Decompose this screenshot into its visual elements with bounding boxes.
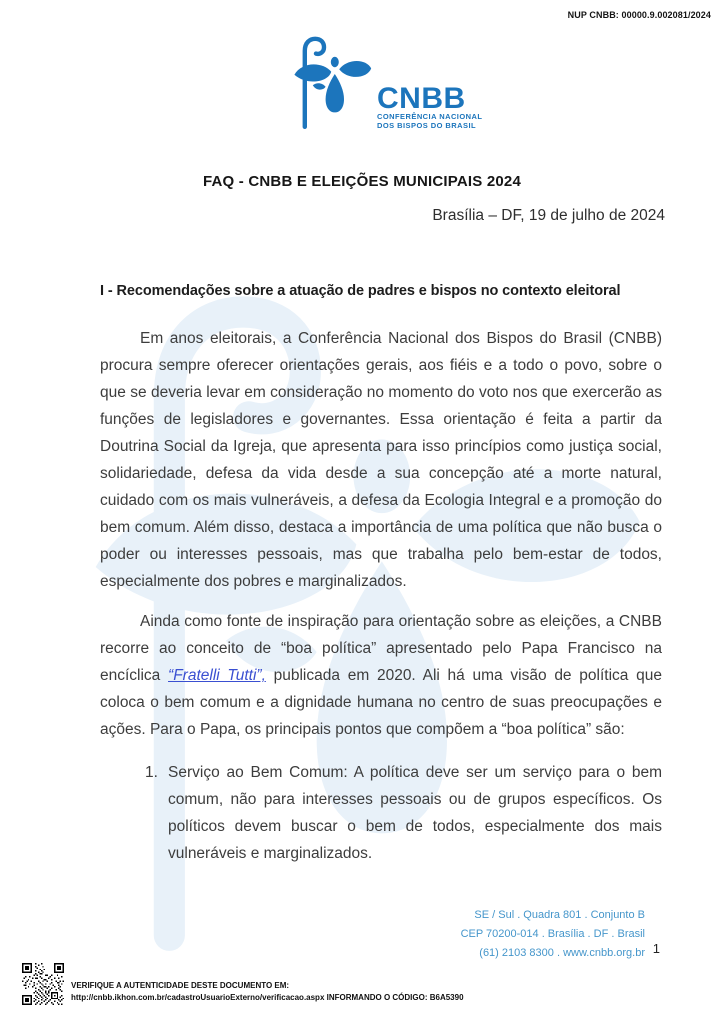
list-item-number: 1. (145, 764, 158, 781)
dateline: Brasília – DF, 19 de julho de 2024 (432, 207, 665, 224)
paragraph-2-text-after: publicada em 2020. Ali há uma visão de política que coloca o bem comum e a dignidade humana no centro de suas preocupações e ações. Para o Papa, os principais pontos que compõem a “boa política” são: (100, 667, 662, 738)
document-body (100, 283, 662, 867)
cnbb-logo (292, 33, 482, 131)
document-title: FAQ - CNBB E ELEIÇÕES MUNICIPAIS 2024 (202, 173, 521, 190)
footer-address-line3: (61) 2103 8300 . www.cnbb.org.br (479, 947, 645, 959)
verification-note (71, 980, 464, 1003)
list-item-text: Serviço ao Bem Comum: A política deve ser um serviço para o bem comum, não para interesses pessoais ou de grupos específicos. Os políticos devem buscar o bem de todos, especialmente dos mais vulneráveis e marginalizados. (168, 764, 662, 862)
nup-number: NUP CNBB: 00000.9.002081/2024 (567, 10, 711, 20)
paragraph-1: Em anos eleitorais, a Conferência Nacional dos Bispos do Brasil (CNBB) procura sempre oferecer orientações gerais, aos fiéis e a todo o povo, sobre o que se deveria levar em consideração no momento do voto nos que exercerão as funções de legisladores e governantes. Essa orientação é feita a partir da Doutrina Social da Igreja, que apresenta para isso princípios como justiça social, solidariedade, defesa da vida desde a sua concepção até a morte natural, cuidado com os mais vulneráveis, a defesa da Ecologia Integral e a promoção do bem comum. Além disso, destaca a importância de uma política que não busca o poder ou interesses pessoais, mas que trabalha pelo bem-estar de todos, especialmente dos pobres e marginalizados. (100, 330, 662, 590)
logo-name-line1: CONFERÊNCIA NACIONAL (377, 112, 483, 121)
section-heading: I - Recomendações sobre a atuação de padres e bispos no contexto eleitoral (100, 283, 621, 299)
fratelli-tutti-link[interactable]: “Fratelli Tutti”, (168, 667, 266, 684)
footer-address-line2: CEP 70200-014 . Brasília . DF . Brasil (460, 928, 645, 940)
footer-address-line1: SE / Sul . Quadra 801 . Conjunto B (474, 909, 645, 921)
verification-url-line: http://cnbb.ikhon.com.br/cadastroUsuarioExterno/verificacao.aspx INFORMANDO O CÓDIGO: B6A5390 (71, 992, 464, 1002)
logo-name-line2: DOS BISPOS DO BRASIL (377, 121, 477, 130)
verification-title: VERIFIQUE A AUTENTICIDADE DESTE DOCUMENTO EM: (71, 981, 290, 990)
logo-text (377, 82, 483, 131)
dove-crosier-icon (292, 33, 372, 131)
logo-acronym: CNBB (377, 82, 466, 115)
page-number: 1 (652, 941, 660, 956)
list-item (145, 759, 662, 867)
qr-code (22, 963, 64, 1005)
ordered-list (100, 759, 662, 867)
footer-address (461, 906, 645, 963)
paragraph-2 (100, 608, 662, 743)
paragraph-2-text-before: Ainda como fonte de inspiração para orientação sobre as eleições, a CNBB recorre ao conceito de “boa política” apresentado pelo Papa Francisco na encíclica (100, 613, 662, 684)
